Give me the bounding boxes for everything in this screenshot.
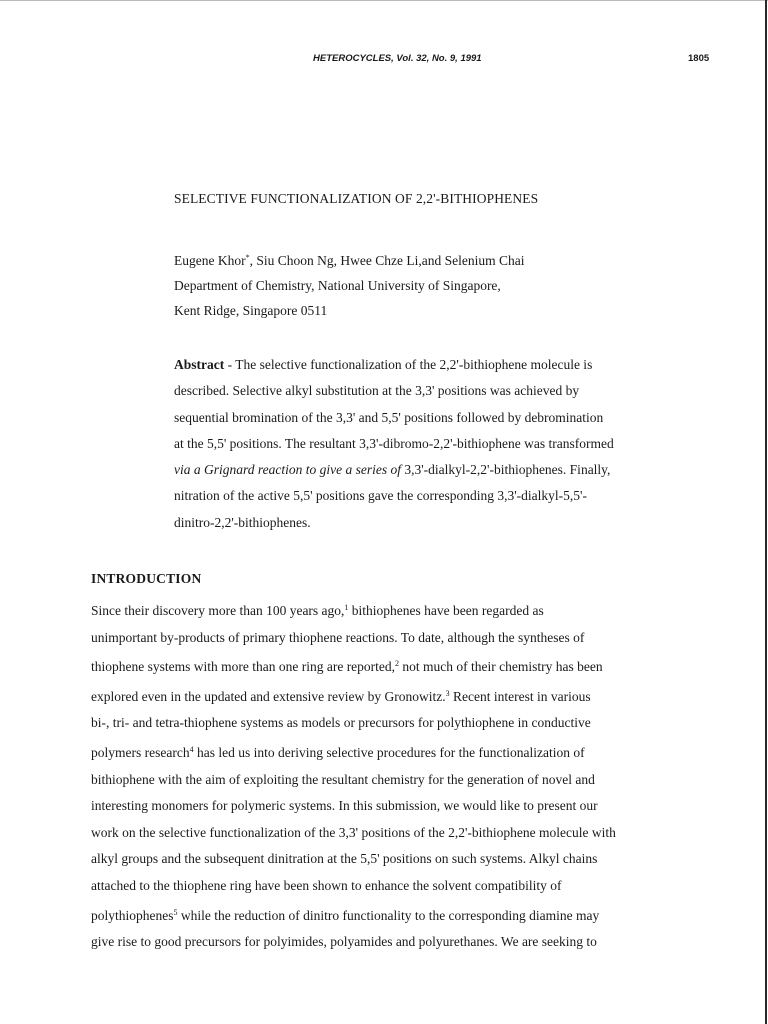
intro-line-5: bi-, tri- and tetra-thiophene systems as models or precursors for polythiophene in conductive [91, 715, 591, 731]
reference-2: 2 [395, 659, 400, 669]
intro-text: while the reduction of dinitro functionality to the corresponding diamine may [177, 907, 600, 923]
abstract-line-5 [174, 457, 724, 483]
intro-text: polythiophenes [91, 907, 174, 923]
intro-line-7: bithiophene with the aim of exploiting the resultant chemistry for the generation of novel and [91, 771, 595, 787]
page-top-edge [0, 0, 768, 1]
reference-4: 4 [189, 744, 194, 754]
intro-text: Recent interest in various [449, 688, 591, 704]
intro-text: Since their discovery more than 100 years ago, [91, 603, 345, 618]
intro-text: polymers research [91, 744, 190, 760]
intro-line-1 [91, 595, 751, 625]
paper-title: SELECTIVE FUNCTIONALIZATION OF 2,2'-BITHIOPHENES [174, 191, 539, 206]
intro-text: thiophene systems with more than one ring are reported, [91, 659, 396, 675]
intro-line-10: alkyl groups and the subsequent dinitration at the 5,5' positions on such systems. Alkyl chains [91, 851, 598, 867]
reference-1: 1 [344, 603, 349, 612]
intro-line-9: work on the selective functionalization of the 3,3' positions of the 2,2'-bithiophene molecule with [91, 824, 616, 840]
intro-line-8: interesting monomers for polymeric systems. In this submission, we would like to present our [91, 798, 598, 814]
abstract-text: 3,3'-dialkyl-2,2'-bithiophenes. Finally, [400, 462, 611, 478]
intro-line-2: unimportant by-products of primary thiophene reactions. To date, although the syntheses of [91, 629, 585, 645]
intro-line-11: attached to the thiophene ring have been shown to enhance the solvent compatibility of [91, 877, 562, 893]
abstract-line-3: sequential bromination of the 3,3' and 5,5' positions followed by debromination [174, 409, 604, 425]
intro-text: not much of their chemistry has been [399, 659, 603, 675]
journal-citation: HETEROCYCLES, Vol. 32, No. 9, 1991 [313, 53, 482, 64]
reference-3: 3 [445, 688, 450, 698]
author-list [174, 245, 524, 273]
page-right-edge [765, 0, 767, 1024]
intro-line-12 [91, 900, 751, 930]
intro-line-3 [91, 651, 751, 681]
author-block [174, 245, 524, 323]
first-author: Eugene Khor [174, 253, 246, 268]
abstract-line-1 [174, 352, 724, 378]
abstract-line-4: at the 5,5' positions. The resultant 3,3'-dibromo-2,2'-bithiophene was transformed [174, 435, 614, 451]
abstract [174, 352, 724, 536]
abstract-label: Abstract [174, 357, 225, 372]
intro-line-6 [91, 737, 751, 767]
page-number: 1805 [688, 53, 710, 64]
intro-line-4 [91, 681, 751, 711]
corresponding-author-mark: * [245, 253, 250, 262]
section-heading-introduction: INTRODUCTION [91, 571, 202, 586]
abstract-line-6: nitration of the active 5,5' positions gave the corresponding 3,3'-dialkyl-5,5'- [174, 488, 587, 504]
affiliation-line-2: Kent Ridge, Singapore 0511 [174, 303, 328, 318]
abstract-text: - The selective functionalization of the 2,2'-bithiophene molecule is [224, 357, 593, 372]
abstract-line-2: described. Selective alkyl substitution at the 3,3' positions was achieved by [174, 383, 580, 399]
introduction-body [91, 595, 751, 956]
abstract-line-7: dinitro-2,2'-bithiophenes. [174, 514, 311, 530]
intro-text: bithiophenes have been regarded as [348, 603, 544, 618]
intro-text: explored even in the updated and extensive review by Gronowitz. [91, 688, 446, 704]
intro-text: has led us into deriving selective procedures for the functionalization of [193, 744, 585, 760]
abstract-italic-phrase: via a Grignard reaction to give a series of [174, 462, 401, 478]
coauthors: , Siu Choon Ng, Hwee Chze Li,and Selenium Chai [249, 253, 525, 268]
running-header [0, 53, 768, 69]
affiliation-line-1: Department of Chemistry, National University of Singapore, [174, 278, 501, 293]
reference-5: 5 [173, 907, 178, 917]
intro-line-13: give rise to good precursors for polyimides, polyamides and polyurethanes. We are seeking to [91, 934, 597, 950]
